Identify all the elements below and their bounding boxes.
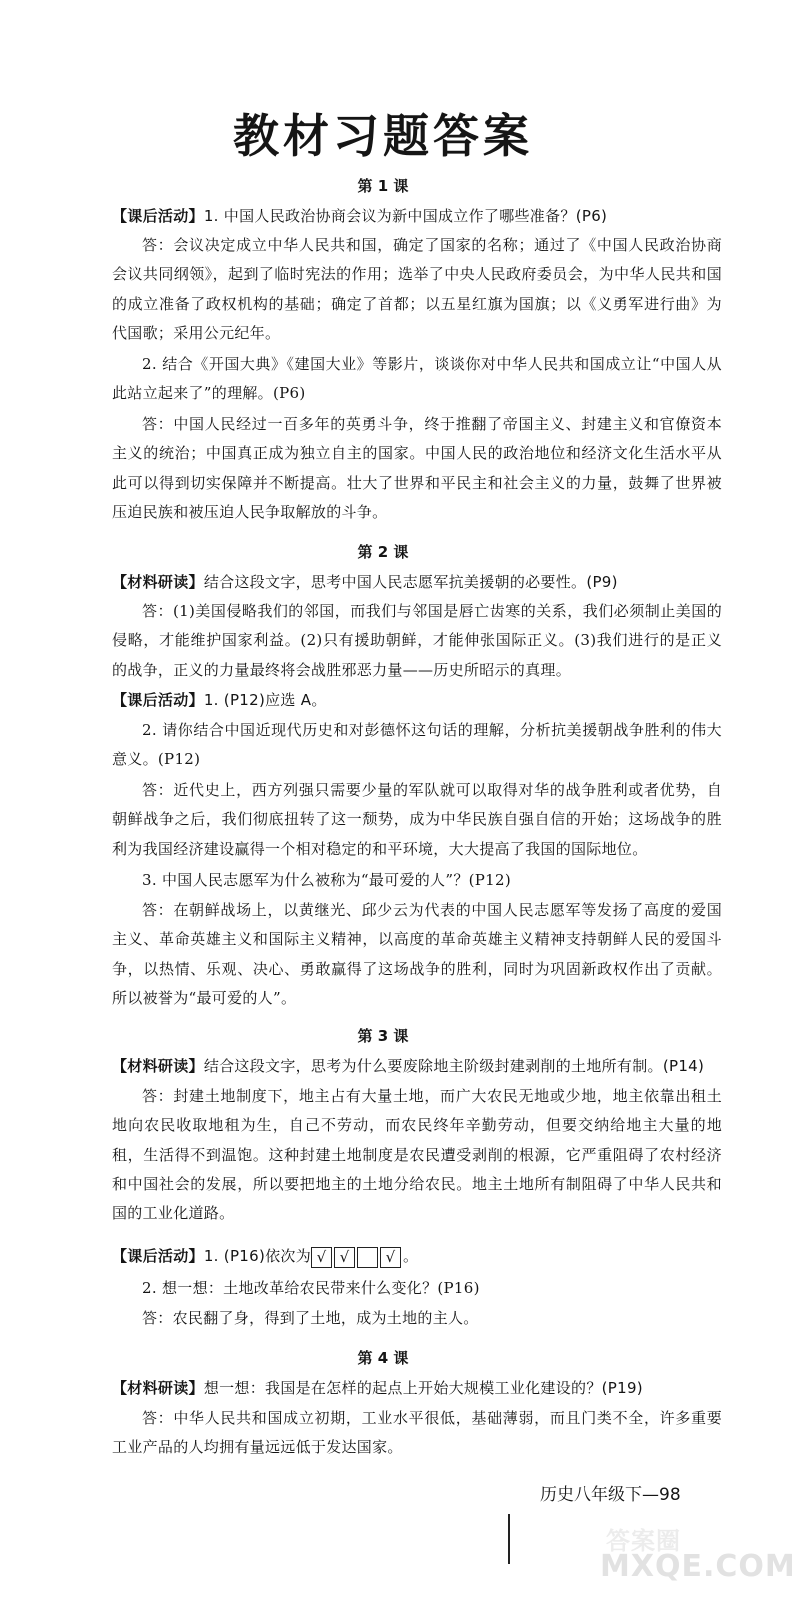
lesson-2-answer-1: 答：(1)美国侵略我们的邻国，而我们与邻国是唇亡齿寒的关系，我们必须制止美国的侵略，才能维护国家利益。(2)只有援助朝鲜，才能伸张国际正义。(3)我们进行的是正义的战争，正义的力量最终将会战胜邪恶力量——历史所昭示的真理。 [112,602,722,679]
check-box: √ [311,1247,332,1268]
section-tag: 【材料研读】 [112,1057,204,1075]
check-box: √ [334,1247,355,1268]
lesson-1-answer-1: 答：会议决定成立中华人民共和国，确定了国家的名称；通过了《中国人民政治协商会议共同纲领》，起到了临时宪法的作用；选举了中央人民政府委员会，为中华人民共和国的成立准备了政权机构的基础；确定了首都；以五星红旗为国旗；以《义勇军进行曲》为代国歌；采用公元纪年。 [112,236,722,342]
lesson-3-heading: 第 3 课 [357,1027,409,1045]
page-title: 教材习题答案 [233,109,533,163]
lesson-2-heading: 第 2 课 [357,543,409,561]
lesson-3-question-2: 2. 想一想：土地改革给农民带来什么变化？(P16) [142,1279,480,1297]
section-tag: 【课后活动】 [112,691,204,709]
section-tag: 【材料研读】 [112,1379,204,1397]
site-watermark: 答案圈 MXQE.COM [600,1527,796,1584]
lesson-2-activity-question: 【课后活动】1. (P12)应选 A。 [112,691,327,709]
section-tag: 【材料研读】 [112,573,204,591]
lesson-4-answer-1: 答：中华人民共和国成立初期，工业水平很低，基础薄弱，而且门类不全，许多重要工业产品的人均拥有量远远低于发达国家。 [112,1409,722,1457]
lesson-2-answer-3: 答：在朝鲜战场上，以黄继光、邱少云为代表的中国人民志愿军等发扬了高度的爱国主义、革命英雄主义和国际主义精神，以高度的革命英雄主义精神支持朝鲜人民的爱国斗争，以热情、乐观、决心、勇敢赢得了这场战争的胜利，同时为巩固新政权作出了贡献。所以被誉为“最可爱的人”。 [112,901,722,1007]
lesson-3-answer-1: 答：封建土地制度下，地主占有大量土地，而广大农民无地或少地，地主依靠出租土地向农民收取地租为生，自己不劳动，而农民终年辛勤劳动，但要交纳给地主大量的地租，生活得不到温饱。这种封建土地制度是农民遭受剥削的根源，它严重阻碍了农村经济和中国社会的发展，所以要把地主的土地分给农民。地主土地所有制阻碍了中华人民共和国的工业化道路。 [112,1087,722,1223]
lesson-4-heading: 第 4 课 [357,1349,409,1367]
check-box: √ [380,1247,401,1268]
divider-mark [508,1514,510,1564]
section-tag: 【课后活动】 [112,207,204,225]
lesson-1-heading: 第 1 课 [357,177,409,195]
lesson-3-activity-answer: 【课后活动】1. (P16)依次为 √ √ √ 。 [112,1242,722,1272]
lesson-2-material-question: 【材料研读】结合这段文字，思考中国人民志愿军抗美援朝的必要性。(P9) [112,573,618,591]
lesson-1-answer-2: 答：中国人民经过一百多年的英勇斗争，终于推翻了帝国主义、封建主义和官僚资本主义的统治；中国真正成为独立自主的国家。中国人民的政治地位和经济文化生活水平从此可以得到切实保障并不断提高。壮大了世界和平民主和社会主义的力量，鼓舞了世界被压迫民族和被压迫人民争取解放的斗争。 [112,415,722,521]
lesson-2-question-2: 2. 请你结合中国近现代历史和对彭德怀这句话的理解，分析抗美援朝战争胜利的伟大意义。(P12) [112,721,722,769]
section-tag: 【课后活动】 [112,1247,204,1265]
answer-boxes [311,1242,403,1271]
lesson-2-answer-2: 答：近代史上，西方列强只需要少量的军队就可以取得对华的战争胜利或者优势，自朝鲜战争之后，我们彻底扭转了这一颓势，成为中华民族自强自信的开始；这场战争的胜利为我国经济建设赢得一个相对稳定的和平环境，大大提高了我国的国际地位。 [112,781,722,858]
lesson-4-material-question: 【材料研读】想一想：我国是在怎样的起点上开始大规模工业化建设的？(P19) [112,1379,643,1397]
lesson-1-question-2: 2. 结合《开国大典》《建国大业》等影片，谈谈你对中华人民共和国成立让“中国人从此站立起来了”的理解。(P6) [112,355,722,403]
page-footer: 历史八年级下—98 [540,1485,681,1505]
lesson-1-activity-question: 【课后活动】1. 中国人民政治协商会议为新中国成立作了哪些准备？(P6) [112,207,608,225]
lesson-3-material-question: 【材料研读】结合这段文字，思考为什么要废除地主阶级封建剥削的土地所有制。(P14) [112,1057,705,1075]
lesson-3-answer-2: 答：农民翻了身，得到了土地，成为土地的主人。 [142,1309,479,1327]
empty-box [357,1247,378,1268]
lesson-2-question-3: 3. 中国人民志愿军为什么被称为“最可爱的人”？(P12) [142,871,512,889]
